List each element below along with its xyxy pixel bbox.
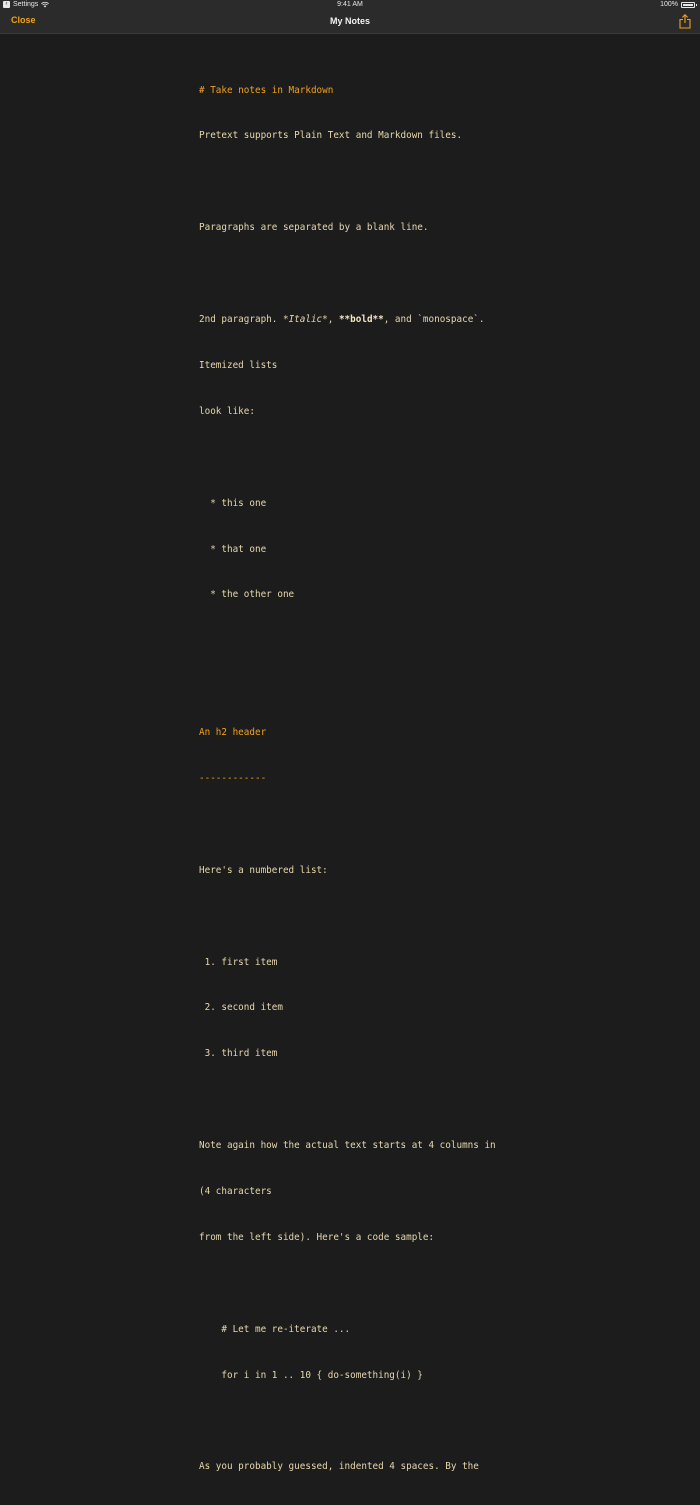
text-line: Paragraphs are separated by a blank line.: [199, 222, 429, 234]
list-item: * this one: [199, 497, 267, 509]
bold-run: **bold**: [338, 314, 384, 326]
code-line: # Let me re-iterate ...: [199, 1323, 351, 1335]
italic-run: *Italic*: [282, 314, 328, 326]
battery-percent: 100%: [660, 1, 678, 8]
list-item: * the other one: [199, 589, 295, 601]
numbered-item: 2. second item: [199, 1002, 283, 1014]
text-line: look like:: [199, 405, 255, 417]
text-line-heading-underline: ------------: [199, 772, 267, 784]
text-line: [199, 174, 496, 189]
text-line: [199, 679, 496, 694]
text-line-heading: # Take notes in Markdown: [199, 84, 334, 96]
text-line: from the left side). Here's a code sample:: [199, 1231, 435, 1243]
text-line: [199, 266, 496, 281]
text-run: , and `monospace`.: [383, 314, 485, 326]
text-line: [199, 817, 496, 832]
nav-title: My Notes: [329, 16, 370, 26]
text-line: [199, 312, 496, 327]
text-run: 2nd paragraph.: [199, 314, 283, 326]
text-line-heading: An h2 header: [199, 727, 267, 739]
status-right: [660, 1, 695, 8]
text-line: [199, 909, 496, 924]
status-time: 9:41 AM: [337, 1, 363, 8]
text-line: [199, 633, 496, 648]
text-line: Note again how the actual text starts at 4 columns in: [199, 1140, 496, 1152]
text-run: ,: [327, 314, 339, 326]
text-line: [199, 1092, 496, 1107]
text-line: Pretext supports Plain Text and Markdown files.: [199, 130, 463, 142]
note-editor[interactable]: [0, 34, 700, 1473]
text-line: Here's a numbered list:: [199, 864, 328, 876]
text-line: [199, 450, 496, 465]
list-item: * that one: [199, 543, 267, 555]
nav-bar: [0, 11, 700, 34]
status-bar: [0, 0, 700, 11]
back-chevron-icon[interactable]: ‹: [3, 1, 10, 8]
text-line: As you probably guessed, indented 4 spaces. By the: [199, 1461, 479, 1473]
text-line: (4 characters: [199, 1185, 272, 1197]
close-button[interactable]: Close: [11, 15, 36, 25]
battery-icon: [681, 2, 695, 8]
text-line: [199, 1413, 496, 1428]
numbered-item: 3. third item: [199, 1048, 278, 1060]
back-app-label[interactable]: Settings: [13, 1, 39, 8]
code-line: for i in 1 .. 10 { do-something(i) }: [199, 1369, 423, 1381]
share-icon[interactable]: [679, 14, 691, 29]
note-text[interactable]: [199, 52, 496, 1505]
text-line: Itemized lists: [199, 359, 278, 371]
numbered-item: 1. first item: [199, 956, 278, 968]
text-line: [199, 1276, 496, 1291]
